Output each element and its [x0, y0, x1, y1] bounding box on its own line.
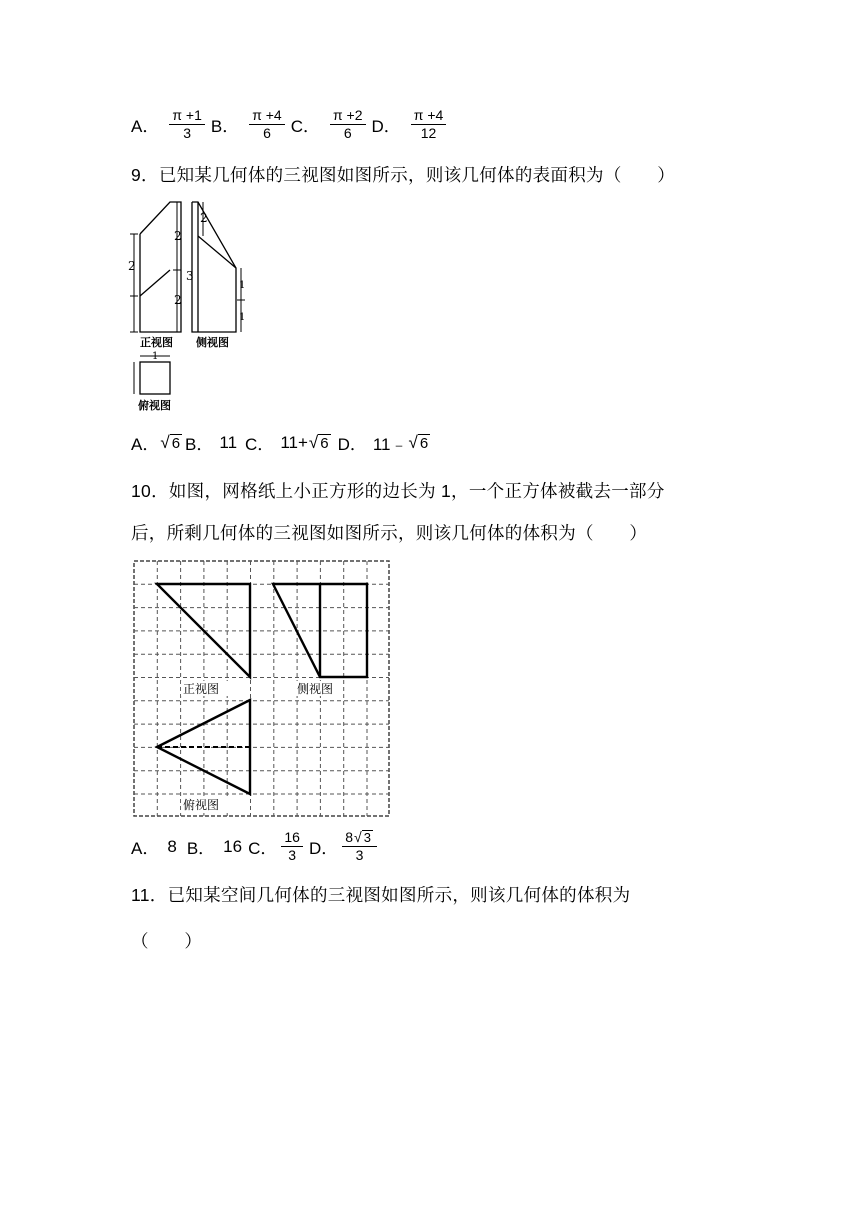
q9-option-b-label: B．: [185, 435, 214, 454]
fraction-denominator: 3: [183, 125, 191, 141]
q10-option-a-label: A．: [131, 839, 160, 858]
q9-dim-front-top: 2: [174, 229, 182, 243]
fraction-denominator: 6: [263, 125, 271, 141]
q9-dim-side-top: 2: [200, 211, 208, 225]
sqrt: √ 3: [354, 829, 371, 845]
q10-side-view-label: 侧视图: [297, 682, 334, 696]
q10-options: [131, 830, 383, 863]
q9-option-d-value: 11﹣: [372, 435, 408, 454]
radicand: 6: [320, 434, 329, 452]
q9-dim-side-right-a: 1: [239, 280, 246, 291]
fraction-denominator: 3: [355, 847, 364, 863]
q9-dim-side-right-b: 1: [239, 312, 246, 323]
q8-option-d-label: D．: [371, 117, 401, 136]
q9-three-view-figure: [128, 196, 252, 414]
q8-options: [131, 108, 452, 141]
q9-option-c-value: 11+: [280, 432, 308, 452]
radicand: 6: [419, 434, 429, 452]
q8-option-a-fraction: [169, 108, 205, 141]
q9-front-view-label: 正视图: [140, 336, 173, 349]
q9-option-a-sqrt: √ 6: [160, 432, 181, 452]
q9-front-view-outline: [140, 202, 181, 332]
q10-option-c-fraction: [281, 830, 303, 863]
q10-option-c-label: C．: [248, 839, 278, 858]
q9-dim-front-bottom: 2: [174, 293, 182, 307]
q10-option-b-value: 16: [223, 836, 243, 856]
q8-option-c-fraction: [330, 108, 366, 141]
fraction-denominator: 6: [343, 125, 352, 141]
q9-front-view-inner-line: [140, 270, 170, 296]
q9-option-c-label: C．: [245, 435, 275, 454]
q10-grid-figure: [133, 560, 391, 818]
q8-option-a-label: A．: [131, 117, 160, 136]
q9-side-view-label: 侧视图: [196, 336, 229, 349]
radicand: 6: [171, 434, 181, 452]
q10-option-b-label: B．: [186, 839, 216, 858]
q9-question-text: 9．已知某几何体的三视图如图所示，则该几何体的表面积为（ ）: [131, 165, 676, 185]
q9-option-d-label: D．: [337, 435, 367, 454]
q8-option-b-label: B．: [210, 117, 240, 136]
q10-question-line-2: 后，所剩几何体的三视图如图所示，则该几何体的体积为（ ）: [131, 523, 648, 543]
q8-option-c-label: C．: [290, 117, 320, 136]
fraction-numerator: π +1: [169, 108, 205, 125]
q10-top-view-label: 俯视图: [183, 798, 220, 812]
radicand: 3: [363, 830, 371, 845]
q9-option-c-sqrt: √ 6: [308, 432, 329, 452]
coefficient: 8: [345, 829, 354, 845]
q9-dim-front-left: 2: [128, 259, 136, 273]
q11-question-line-1: 11．已知某空间几何体的三视图如图所示，则该几何体的体积为: [131, 885, 631, 905]
fraction-numerator: 16: [281, 830, 303, 847]
q8-option-d-fraction: [411, 108, 447, 141]
fraction-denominator: 12: [420, 125, 437, 141]
q8-option-b-fraction: [249, 108, 285, 141]
q9-top-view-label: 俯视图: [138, 399, 171, 412]
q10-option-a-value: 8: [167, 836, 177, 856]
q10-option-d-label: D．: [308, 839, 339, 858]
q10-front-view-label: 正视图: [183, 682, 220, 696]
q9-dim-side-left: 3: [186, 269, 194, 283]
q9-side-view-inner-line: [198, 236, 236, 268]
q10-option-d-fraction: [342, 830, 377, 863]
q9-options: [131, 430, 431, 455]
fraction-numerator: π +2: [330, 108, 366, 125]
fraction-numerator: π +4: [411, 108, 447, 125]
fraction-denominator: 3: [288, 847, 297, 863]
q9-option-a-label: A．: [131, 435, 160, 454]
q9-top-view-outline: [140, 362, 170, 394]
q9-option-b-value: 11: [219, 432, 238, 452]
q9-option-d-sqrt: √ 6: [408, 432, 429, 452]
fraction-numerator: π +4: [249, 108, 285, 125]
q9-dim-top-width: 1: [152, 351, 159, 362]
q10-question-line-1: 10．如图，网格纸上小正方形的边长为 1，一个正方体被截去一部分: [131, 481, 665, 501]
fraction-numerator: [342, 830, 377, 847]
q11-question-line-2: （ ）: [131, 931, 203, 951]
